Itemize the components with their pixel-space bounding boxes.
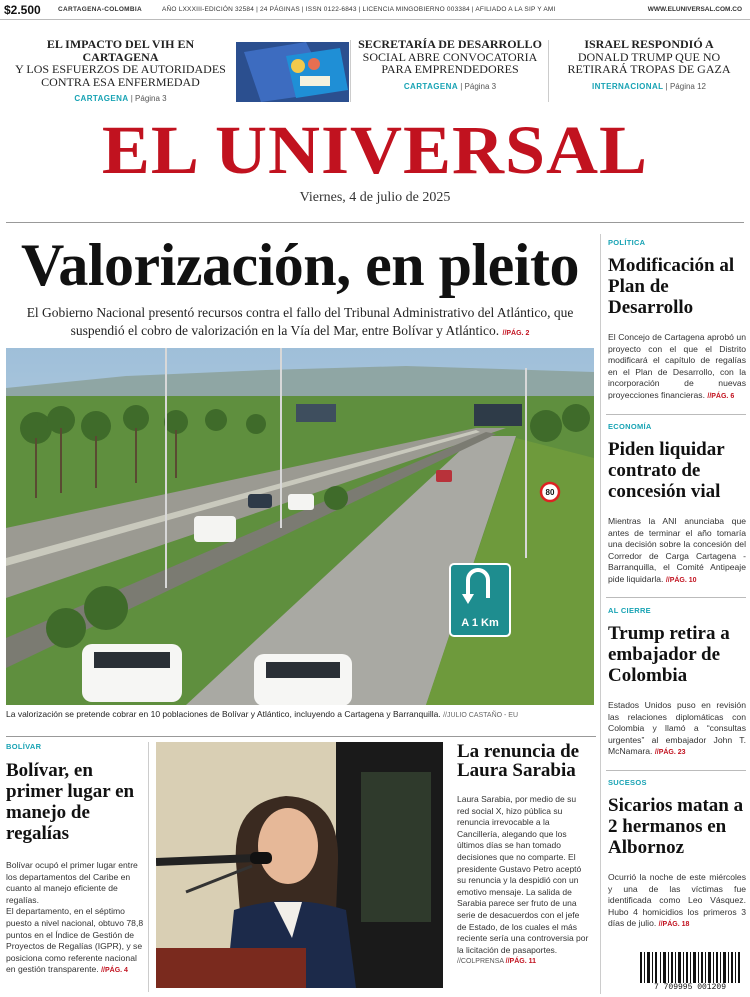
story-renuncia-sarabia[interactable]: [457, 742, 589, 965]
side-page-ref[interactable]: //PÁG. 10: [665, 576, 697, 584]
caption-text: La valorización se pretende cobrar en 10 poblaciones de Bolívar y Atlántico, incluyendo a Cartagena y Barranquilla.: [6, 709, 441, 719]
renuncia-page-ref[interactable]: //PÁG. 11: [505, 958, 536, 966]
teaser-title-bold: SECRETARÍA DE DESARROLLO: [358, 37, 542, 51]
main-photo-caption: [6, 709, 594, 719]
bolivar-body-1: Bolívar ocupó el primer lugar entre los departamentos del Caribe en cuanto al manejo eficiente de regalías.: [6, 860, 138, 905]
photo-credit: //JULIO CASTAÑO - EU: [443, 712, 519, 719]
teaser-title-light: Y LOS ESFUERZOS DE AUTORIDADES CONTRA ESA ENFERMEDAD: [15, 62, 226, 89]
side-body: [608, 332, 746, 403]
masthead-logo: EL UNIVERSAL: [101, 112, 649, 188]
bolivar-page-ref[interactable]: //PÁG. 4: [101, 967, 128, 975]
side-headline[interactable]: Trump retira a embajador de Colombia: [608, 623, 730, 686]
divider: [6, 222, 744, 223]
side-story-cierre[interactable]: [608, 606, 746, 759]
side-body-text: El Concejo de Cartagena aprobó un proyecto con el que el Distrito modificará el capítulo de regalías en el Plan de Desarrollo, con la incorporación de nuevas proyecciones financieras.: [608, 332, 746, 400]
section-kicker: AL CIERRE: [608, 606, 651, 615]
edition-date: Viernes, 4 de julio de 2025: [299, 190, 451, 205]
bolivar-body-2-text: El departamento, en el séptimo puesto a nivel nacional, obtuvo 78,8 puntos en el Índice de Gestión de Proyectos de Regalías (IGPR), y se posiciona como referente nacional en gestión transparente.: [6, 906, 144, 975]
divider: [606, 597, 746, 598]
edition-info: AÑO LXXXIII-EDICIÓN 32584 | 24 PÁGINAS | ISSN 0122-6843 | LICENCIA MINGOBIERNO 003384 | AFILIADO A LA SIP Y AMI: [162, 6, 556, 13]
teaser-desarrollo[interactable]: [356, 38, 544, 102]
renuncia-body: Laura Sarabia, por medio de su red social X, hizo pública su renuncia irrevocable a la Cancillería, alegando que los últimos días se han tomado decisiones que no comparte. El presidente Gustavo Petro aceptó su renuncia y la despidió con un emotivo mensaje. La salida de Sarabia parece ser fruto de una serie de desacuerdos con el jefe de Estado, de los cuales el más reciente sería una controversia por la licitación de pasaportes.: [457, 794, 589, 955]
sidebar-divider: [600, 234, 601, 994]
barcode: [636, 952, 744, 992]
divider: [606, 414, 746, 415]
section-kicker: ECONOMÍA: [608, 422, 652, 431]
section-kicker: POLÍTICA: [608, 238, 646, 247]
teaser-title-light: SOCIAL ABRE CONVOCATORIA PARA EMPRENDEDORES: [362, 49, 538, 76]
bolivar-headline[interactable]: Bolívar, en primer lugar en manejo de regalías: [6, 760, 135, 844]
main-photo-highway[interactable]: [6, 348, 594, 705]
side-story-sucesos[interactable]: [608, 778, 746, 931]
side-page-ref[interactable]: //PÁG. 6: [707, 392, 735, 400]
teaser-title-bold: EL IMPACTO DEL VIH EN CARTAGENA: [46, 37, 195, 64]
road-sign-text: A 1 Km: [461, 617, 499, 629]
teaser-page: | Página 3: [460, 81, 497, 91]
side-body-text: Ocurrió la noche de este miércoles y una de las víctimas fue identificada como Leo Vásquez. Hubo 4 homicidios los primeros 3 días de julio.: [608, 872, 746, 929]
teaser-section: INTERNACIONAL: [592, 81, 664, 91]
side-headline[interactable]: Piden liquidar contrato de concesión vial: [608, 439, 725, 502]
bolivar-body-2: [6, 906, 144, 977]
divider: [6, 736, 596, 737]
teaser-section: CARTAGENA: [403, 81, 458, 91]
renuncia-headline[interactable]: La renuncia de Laura Sarabia: [457, 741, 580, 781]
story-bolivar[interactable]: [6, 742, 144, 977]
side-story-politica[interactable]: [608, 238, 746, 403]
section-kicker: SUCESOS: [608, 778, 647, 787]
divider: [148, 742, 149, 992]
side-headline[interactable]: Modificación al Plan de Desarrollo: [608, 255, 735, 318]
top-teasers: [0, 38, 750, 102]
side-body-text: Estados Unidos puso en revisión las relaciones diplomáticas con Colombia y llamó a “consultas urgentes” al embajador John T. McNamara.: [608, 700, 746, 757]
side-page-ref[interactable]: //PÁG. 18: [658, 921, 690, 929]
teaser-israel[interactable]: [555, 38, 743, 102]
side-headline[interactable]: Sicarios matan a 2 hermanos en Albornoz: [608, 795, 744, 858]
side-story-economia[interactable]: [608, 422, 746, 587]
main-deck-text: El Gobierno Nacional presentó recursos contra el fallo del Tribunal Administrativo del Atlántico, que suspendió el cobro de valorización en la Vía del Mar, entre Bolívar y Atlántico.: [26, 305, 574, 338]
side-body: [608, 872, 746, 931]
teaser-vih[interactable]: [8, 38, 233, 102]
side-page-ref[interactable]: //PÁG. 23: [654, 749, 686, 757]
teaser-section: CARTAGENA: [74, 94, 129, 103]
photo-laura-sarabia[interactable]: [156, 742, 443, 988]
side-body-text: Mientras la ANI anunciaba que antes de terminar el año tomaría una decisión sobre la concesión del Corredor de Carga Cartagena - Barranquilla, el Comité Antipeaje pide liquidarla.: [608, 516, 746, 584]
section-kicker: BOLÍVAR: [6, 742, 42, 751]
teaser-page: | Página 12: [665, 81, 706, 91]
speed-sign-text: 80: [545, 488, 555, 497]
side-body: [608, 516, 746, 587]
teaser-image[interactable]: [236, 42, 349, 102]
renuncia-credit-line: [457, 958, 589, 965]
teaser-page: | Página 3: [130, 94, 167, 103]
top-info-bar: [0, 0, 750, 20]
renuncia-credit: //COLPRENSA: [457, 958, 504, 966]
main-deck: [8, 304, 592, 343]
edition-city: CARTAGENA-COLOMBIA: [58, 6, 142, 13]
main-page-ref[interactable]: //PÁG. 2: [502, 330, 530, 337]
side-body: [608, 700, 746, 759]
main-headline[interactable]: Valorización, en pleito: [21, 232, 579, 298]
divider: [350, 40, 351, 102]
barcode-number: 7 709995 001209: [636, 983, 744, 992]
divider: [606, 770, 746, 771]
website-link[interactable]: WWW.ELUNIVERSAL.COM.CO: [647, 6, 742, 13]
divider: [548, 40, 549, 102]
cover-price: $2.500: [4, 3, 41, 17]
teaser-title-bold: ISRAEL RESPONDIÓ A: [584, 37, 714, 51]
teaser-title-light: DONALD TRUMP QUE NO RETIRARÁ TROPAS DE GAZA: [567, 49, 731, 76]
